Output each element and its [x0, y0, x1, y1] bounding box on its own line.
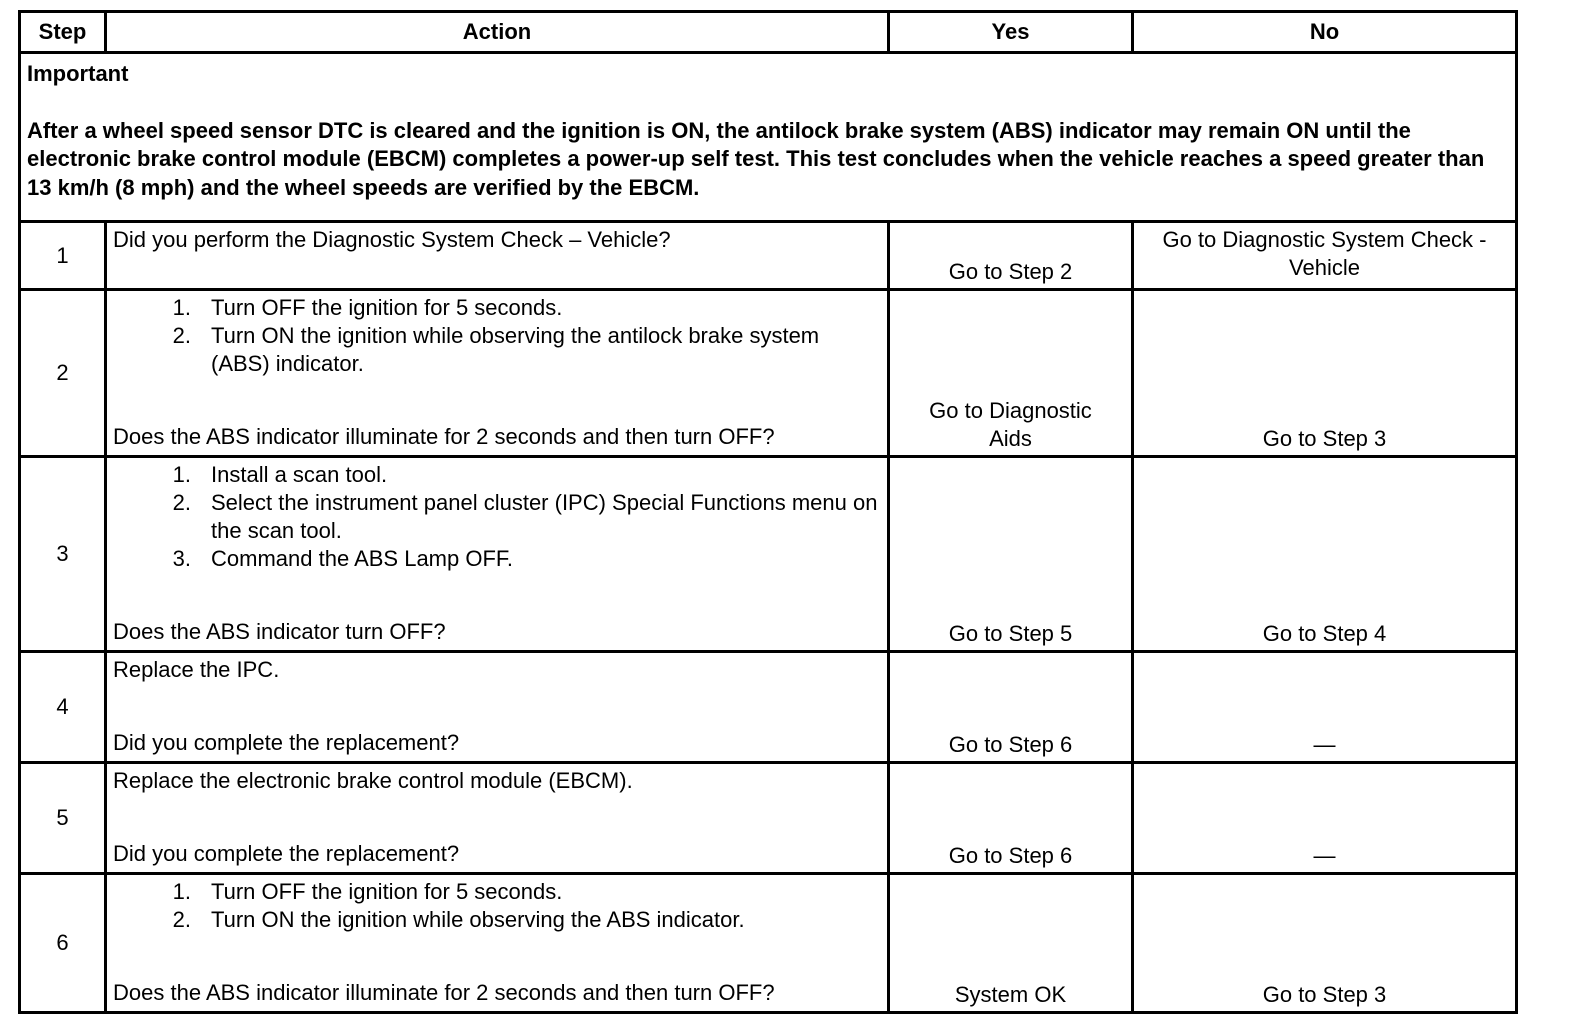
action-cell: [106, 874, 889, 1013]
no-cell: Go to Diagnostic System Check - Vehicle: [1133, 222, 1517, 290]
action-cell: [106, 652, 889, 763]
action-question: Does the ABS indicator turn OFF?: [113, 619, 446, 644]
no-cell: —: [1133, 652, 1517, 763]
table-row: [20, 874, 1517, 1013]
action-cell: [106, 457, 889, 652]
important-row: [20, 53, 1517, 222]
important-note: [20, 53, 1517, 222]
step-number: 4: [20, 652, 106, 763]
action-cell: [106, 222, 889, 290]
no-cell: Go to Step 3: [1133, 874, 1517, 1013]
action-intro: Did you perform the Diagnostic System Check – Vehicle?: [113, 227, 671, 252]
action-steps: [113, 294, 881, 378]
no-cell: —: [1133, 763, 1517, 874]
yes-cell: Go to Step 6: [889, 763, 1133, 874]
list-item: 3. Command the ABS Lamp OFF.: [172, 546, 514, 571]
table-row: [20, 763, 1517, 874]
list-item: 2. Turn ON the ignition while observing the ABS indicator.: [172, 907, 745, 932]
no-cell: Go to Step 3: [1133, 290, 1517, 457]
table-row: [20, 457, 1517, 652]
yes-cell: System OK: [889, 874, 1133, 1013]
important-text: After a wheel speed sensor DTC is cleared and the ignition is ON, the antilock brake system (ABS) indicator may remain ON until the electronic brake control module (EBCM) completes a power-up self test. This test concludes when the vehicle reaches a speed greater than 13 km/h (8 mph) and the wheel speeds are verified by the EBCM.: [27, 117, 1485, 200]
header-action: Action: [106, 12, 889, 53]
header-no: No: [1133, 12, 1517, 53]
action-intro: Replace the electronic brake control module (EBCM).: [113, 768, 633, 793]
action-cell: [106, 763, 889, 874]
action-cell: [106, 290, 889, 457]
diagnostic-table: [18, 10, 1518, 1014]
step-number: 3: [20, 457, 106, 652]
action-question: Does the ABS indicator illuminate for 2 seconds and then turn OFF?: [113, 980, 775, 1005]
list-item: 2. Select the instrument panel cluster (IPC) Special Functions menu on the scan tool.: [172, 490, 878, 543]
yes-cell: Go to Step 5: [889, 457, 1133, 652]
yes-cell: Go to Step 6: [889, 652, 1133, 763]
list-item: 1. Install a scan tool.: [172, 462, 388, 487]
table-row: [20, 290, 1517, 457]
action-steps: [113, 461, 881, 573]
step-number: 6: [20, 874, 106, 1013]
header-step: Step: [20, 12, 106, 53]
table-row: [20, 652, 1517, 763]
action-question: Did you complete the replacement?: [113, 730, 460, 755]
list-item: 1. Turn OFF the ignition for 5 seconds.: [172, 879, 563, 904]
important-title: Important: [27, 61, 129, 86]
step-number: 5: [20, 763, 106, 874]
action-question: Does the ABS indicator illuminate for 2 seconds and then turn OFF?: [113, 424, 775, 449]
table-row: [20, 222, 1517, 290]
step-number: 2: [20, 290, 106, 457]
diagnostic-table-wrapper: [18, 10, 1518, 1014]
header-yes: Yes: [889, 12, 1133, 53]
list-item: 1. Turn OFF the ignition for 5 seconds.: [172, 295, 563, 320]
action-question: Did you complete the replacement?: [113, 841, 460, 866]
action-intro: Replace the IPC.: [113, 657, 280, 682]
action-steps: [113, 878, 881, 934]
list-item: 2. Turn ON the ignition while observing the antilock brake system (ABS) indicator.: [172, 323, 820, 376]
yes-cell: Go to Diagnostic Aids: [889, 290, 1133, 457]
no-cell: Go to Step 4: [1133, 457, 1517, 652]
yes-cell: Go to Step 2: [889, 222, 1133, 290]
step-number: 1: [20, 222, 106, 290]
header-row: [20, 12, 1517, 53]
